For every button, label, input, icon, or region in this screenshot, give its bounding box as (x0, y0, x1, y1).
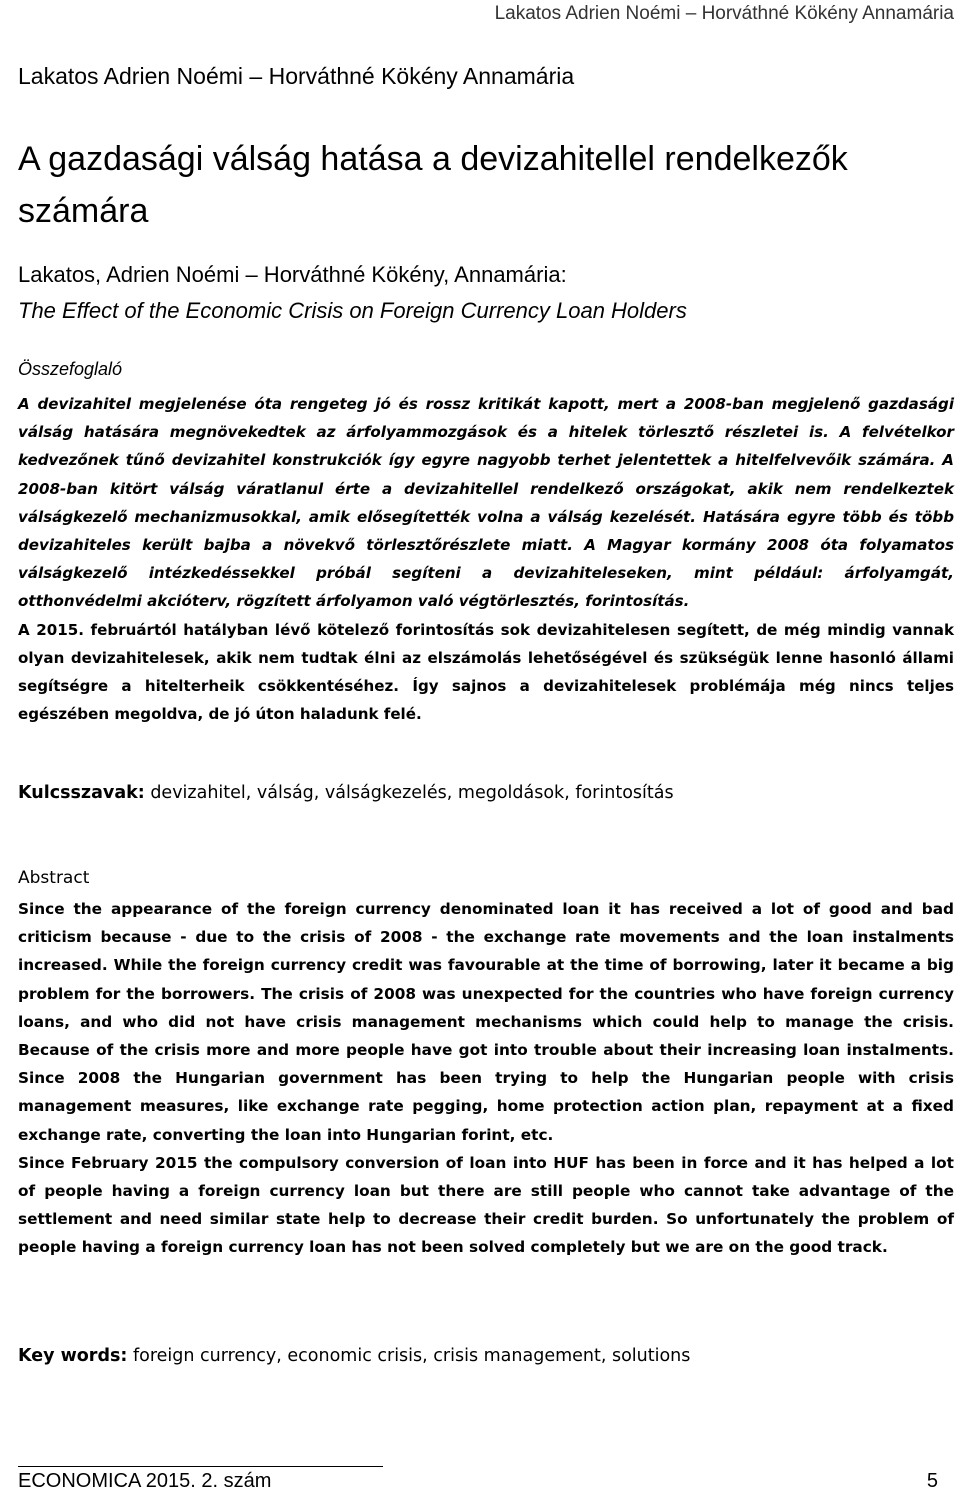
english-keywords-value: foreign currency, economic crisis, crisis management, solutions (127, 1346, 691, 1366)
hungarian-keywords (18, 783, 674, 803)
english-abstract (18, 895, 954, 1262)
author-line: Lakatos Adrien Noémi – Horváthné Kökény Annamária (18, 63, 575, 89)
footer-journal: ECONOMICA 2015. 2. szám (18, 1470, 272, 1492)
footer-rule (18, 1466, 383, 1467)
hungarian-abstract-paragraph-1: A devizahitel megjelenése óta rengeteg jó és rossz kritikát kapott, mert a 2008-ban megjelenő gazdasági válság hatására megnövekedtek az árfolyammozgások és a hitelek törlesztő részletei is. A felvételkor kedvezőnek tűnő devizahitel konstrukciók így egyre nagyobb terhet jelentettek a hitelfelvevőik számára. A 2008-ban kitört válság váratlanul érte a devizahitellel rendelkező országokat, akik nem rendelkeztek válságkezelő mechanizmusokkal, amik elősegítették volna a válság kezelését. Hatására egyre több és több devizahiteles került bajba a növekvő törlesztőrészlete miatt. A Magyar kormány 2008 óta folyamatos válságkezelő intézkedéssekkel próbál segíteni a devizahiteleseken, mint például: árfolyamgát, otthonvédelmi akcióterv, rögzített árfolyamon való végtörlesztés, forintosítás. (18, 395, 954, 611)
hungarian-abstract-heading: Összefoglaló (18, 359, 123, 379)
english-keywords-label: Key words: (18, 1346, 128, 1366)
hungarian-keywords-value: devizahitel, válság, válságkezelés, megoldások, forintosítás (144, 783, 674, 803)
english-abstract-paragraph-2: Since February 2015 the compulsory conversion of loan into HUF has been in force and it has helped a lot of people having a foreign currency loan but there are still people who cannot take advantage of the settlement and need similar state help to decrease their credit burden. So unfortunately the problem of people having a foreign currency loan has not been solved completely but we are on the good track. (18, 1153, 954, 1257)
hungarian-keywords-label: Kulcsszavak: (18, 783, 145, 803)
hungarian-abstract (18, 390, 954, 728)
english-abstract-paragraph-1: Since the appearance of the foreign currency denominated loan it has received a lot of good and bad criticism because - due to the crisis of 2008 - the exchange rate movements and the loan instalments increased. While the foreign currency credit was favourable at the time of borrowing, later it became a big problem for the borrowers. The crisis of 2008 was unexpected for the countries who have foreign currency loans, and who did not have crisis management mechanisms which could help to manage the crisis. Because of the crisis more and more people have got into trouble about their increasing loan instalments. Since 2008 the Hungarian government has been trying to help the Hungarian people with crisis management measures, like exchange rate pegging, home protection action plan, repayment at a fixed exchange rate, converting the loan into Hungarian forint, etc. (18, 900, 954, 1144)
english-authors: Lakatos, Adrien Noémi – Horváthné Kökény, Annamária: (18, 262, 567, 287)
page-number: 5 (926, 1470, 938, 1492)
running-head: Lakatos Adrien Noémi – Horváthné Kökény Annamária (494, 3, 954, 24)
article-title: A gazdasági válság hatása a devizahitellel rendelkezők számára (18, 140, 848, 230)
english-abstract-heading: Abstract (18, 868, 90, 888)
english-keywords (18, 1346, 690, 1366)
hungarian-abstract-paragraph-2: A 2015. februártól hatályban lévő kötelező forintosítás sok devizahitelesen segített, de még mindig vannak olyan devizahitelesek, akik nem tudtak élni az elszámolás lehetőségével és szükségük lenne hasonló állami segítségre a hitelterheik csökkentéséhez. Így sajnos a devizahitelesek problémája még nincs teljes egészében megoldva, de jó úton haladunk felé. (18, 620, 954, 724)
english-title: The Effect of the Economic Crisis on Foreign Currency Loan Holders (18, 298, 687, 323)
